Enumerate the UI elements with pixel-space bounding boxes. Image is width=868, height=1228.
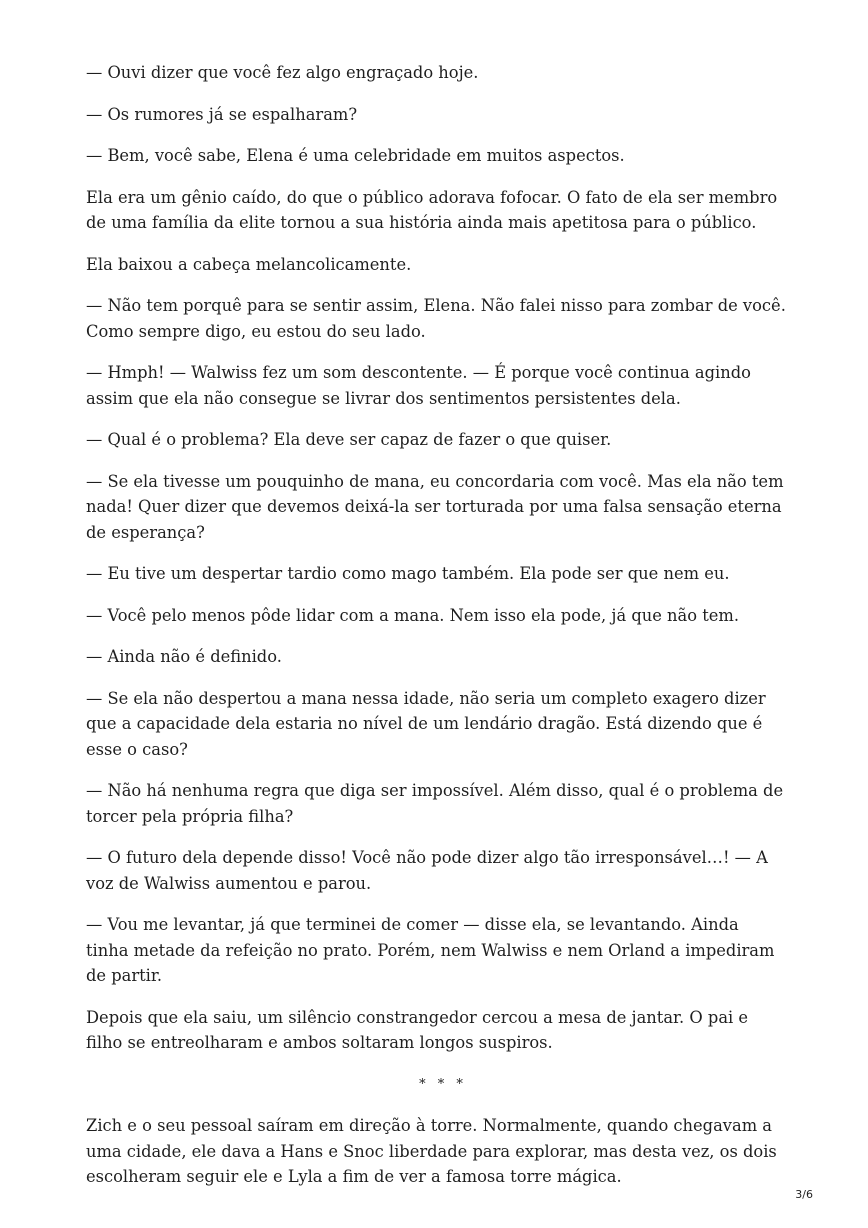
paragraph: — Hmph! — Walwiss fez um som descontente. — É porque você continua agindo assim que ela não consegue se livrar dos sentimentos persistentes dela. bbox=[86, 363, 751, 408]
paragraph: — Ainda não é definido. bbox=[86, 647, 282, 666]
scene-break: * * * bbox=[419, 1076, 467, 1092]
paragraph: — Você pelo menos pôde lidar com a mana. Nem isso ela pode, já que não tem. bbox=[86, 605, 740, 625]
paragraph: — Se ela não despertou a mana nessa idade, não seria um completo exagero dizer que a capacidade dela estaria no nível de um lendário dragão. Está dizendo que é esse o caso? bbox=[86, 688, 766, 759]
paragraph: — Se ela tivesse um pouquinho de mana, eu concordaria com você. Mas ela não tem nada! Quer dizer que devemos deixá-la ser torturada por uma falsa sensação eterna de esperança? bbox=[86, 471, 784, 542]
paragraph: — Não tem porquê para se sentir assim, Elena. Não falei nisso para zombar de você. Como sempre digo, eu estou do seu lado. bbox=[86, 296, 786, 341]
paragraph: — Vou me levantar, já que terminei de comer — disse ela, se levantando. Ainda tinha metade da refeição no prato. Porém, nem Walwiss e nem Orland a impediram de partir. bbox=[86, 915, 775, 985]
paragraph: — Eu tive um despertar tardio como mago também. Ela pode ser que nem eu. bbox=[86, 564, 730, 583]
paragraph: — Bem, você sabe, Elena é uma celebridade em muitos aspectos. bbox=[86, 146, 625, 165]
paragraph: Ela baixou a cabeça melancolicamente. bbox=[86, 254, 412, 274]
paragraph: Depois que ela saiu, um silêncio constrangedor cercou a mesa de jantar. O pai e filho se entreolharam e ambos soltaram longos suspiros. bbox=[86, 1007, 749, 1052]
document-body bbox=[86, 60, 786, 1206]
paragraph: — Ouvi dizer que você fez algo engraçado hoje. bbox=[86, 63, 479, 82]
paragraph: Zich e o seu pessoal saíram em direção à torre. Normalmente, quando chegavam a uma cidade, ele dava a Hans e Snoc liberdade para explorar, mas desta vez, os dois escolheram seguir ele e Lyla a fim de ver a famosa torre mágica. bbox=[86, 1116, 777, 1186]
paragraph: Ela era um gênio caído, do que o público adorava fofocar. O fato de ela ser membro de uma família da elite tornou a sua história ainda mais apetitosa para o público. bbox=[86, 187, 778, 232]
paragraph: — Qual é o problema? Ela deve ser capaz de fazer o que quiser. bbox=[86, 430, 612, 449]
paragraph: — O futuro dela depende disso! Você não pode dizer algo tão irresponsável…! — A voz de Walwiss aumentou e parou. bbox=[86, 848, 768, 893]
paragraph: — Não há nenhuma regra que diga ser impossível. Além disso, qual é o problema de torcer pela própria filha? bbox=[86, 781, 784, 826]
paragraph: — Os rumores já se espalharam? bbox=[86, 104, 358, 124]
page-number: 3/6 bbox=[795, 1188, 813, 1201]
